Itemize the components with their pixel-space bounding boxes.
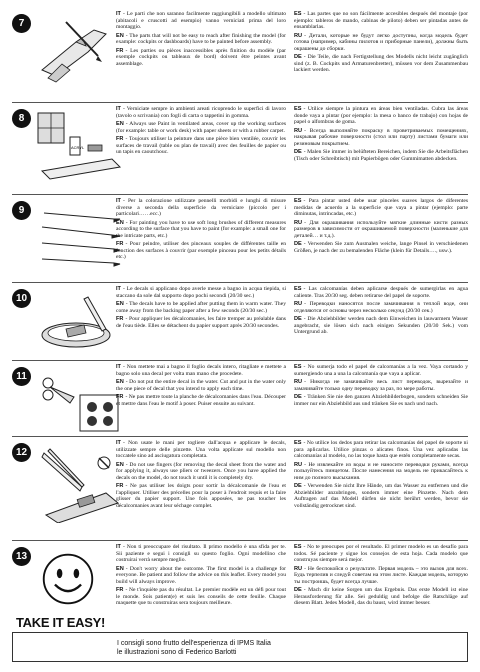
- text-de: DE - Mach dir keine Sorgen um das Ergebnis. Das erste Modell ist eine Herausforderung für alle. Sei geduldig und befolge die Ratschläge auf diesem Blatt. Jedes Modell, das du baust, wird immer besser.: [294, 587, 468, 606]
- illustration-cut-decal: [36, 367, 122, 439]
- text-es: ES - No sumerja todo el papel de calcomanías a la vez. Vaya cortando y sumergiendo una a una la calcomanía que vaya a aplicar.: [294, 364, 468, 377]
- illustration-smiley: [40, 551, 100, 607]
- text-fr: FR - Pour peindre, utiliser des pinceaux souples de différentes taille en fonction des surfaces à couvrir (par exemple pinceau pour les petits détails etc.): [116, 241, 286, 260]
- text-fr: FR - Ne pas utiliser les doigts pour sortir la décalcomanie de l'eau et l'appliquer. Utiliser des précelles pour la poser à l'endroit requis et la faire glisser du papier support. Une fois apposées, ne pas toucher les décalcomanies avant leur séchage complet.: [116, 483, 286, 509]
- footer-text: [117, 639, 271, 657]
- section-7: [12, 8, 468, 88]
- text-it: IT - Verniciate sempre in ambienti areati ricoprendo le superfici di lavoro (tavolo o scrivania) con fogli di carta o tappetini in gomma.: [116, 106, 286, 119]
- text-ru: RU - Переводки наносятся после замачивания в теплой воде, они отделяются от основы через несколько секунд (20/30 сек.): [294, 301, 468, 314]
- step-number: 9: [12, 201, 31, 220]
- illustration-tweezers-decal: [36, 443, 122, 523]
- text-ru: RU - Всегда выполняйте покраску в проветриваемых помещениях, накрывая рабочие поверхности (стол или парту) листами бумаги или резиновым покрытием.: [294, 127, 468, 147]
- text-es: ES - Las partes que no son fácilmente accesibles después del montaje (por ejemplo: tableros de mando, cabinas de piloto) deben ser pintadas antes de ensamblarlas.: [294, 11, 468, 30]
- illustration-brushes: [36, 203, 122, 275]
- text-es: ES - No utilice los dedos para retirar las calcomanías del papel de soporte ni para aplicarlas. Utilice pinzas o alicates finos. Una vez aplicadas las calcomanías al modelo, no las toque hasta que estén completamente secas.: [294, 440, 468, 459]
- text-de: DE - Tränken Sie nie den ganzen Abziehbilderbogen, sondern schneiden Sie immer nur ein Abziehbild aus und tränken Sie es nach und nach.: [294, 394, 468, 407]
- svg-text:ACRYL: ACRYL: [71, 145, 85, 150]
- footer-line-2: le illustrazioni sono di Federico Barlotti: [117, 649, 237, 656]
- section-8: [12, 102, 468, 190]
- text-en: EN - Don't worry about the outcome. The first model is a challenge for everyone. Be patient and follow the advice on this leaflet. Every model you build will always improve.: [116, 565, 286, 585]
- step-number: 10: [12, 289, 31, 308]
- step-number: 12: [12, 443, 31, 462]
- text-de: DE - Verwenden Sie nicht Ihre Hände, um das Wasser zu entfernen und die Abziehbilder anzubringen, sondern immer eine Pinzette. Nach dem Auftragen auf das Modell dürfen sie nicht berührt werden, bevor sie vollständig getrocknet sind.: [294, 483, 468, 509]
- illustration-ventilated-workspace: [36, 109, 122, 181]
- section-12: [12, 436, 468, 536]
- text-de: DE - Die Abziehbilder werden nach dem Einweichen in lauwarmem Wasser angebracht, sie lösen sich nach einigen Sekunden (20/30 Sek.) vom Untergrund ab.: [294, 316, 468, 335]
- text-en: EN - For painting you have to use soft long brushes of different measures according to the surface that you have to paint (for example: a small one for the intricate parts, etc.): [116, 219, 286, 239]
- text-de: DE - Verwenden Sie zum Ausmalen weiche, lange Pinsel in verschiedenen Größen, je nach der zu bemalenden Fläche (klein für Details…., usw.).: [294, 241, 468, 254]
- illustration-decal-soaking: [36, 289, 122, 361]
- text-ru: RU - Детали, которые не будут легко доступны, когда модель будет готова (например, кабины пилотов и приборные панели), должны быть окрашены до сборки.: [294, 32, 468, 52]
- text-en: EN - The parts that will not be easy to reach after finishing the model (for example: cockpits or dashboards) have to be painted before assembly.: [116, 32, 286, 45]
- text-it: IT - Le parti che non saranno facilmente raggiungibili a modello ultimato (abitacoli e cruscotti ad esempio) vanno verniciati prima del loro montaggio.: [116, 11, 286, 30]
- text-fr: FR - Les parties ou pièces inaccessibles après finition du modèle (par exemple cockpits ou tableaux de bord) doivent être peintes avant assemblage.: [116, 47, 286, 67]
- text-es: ES - Para pintar usted debe usar pinceles suaves largos de diferentes medidas de acuerdo a la superficie que vaya a pintar (ejemplo: parte diminutas, intrincadas, etc.): [294, 198, 468, 217]
- text-en: EN - The decals have to be applied after putting them in warm water. They come away from the backing paper after a few seconds (20/30 sec.): [116, 301, 286, 314]
- text-es: ES - Las calcomanías deben aplicarse después de sumergirlas en agua caliente. Tras 20/30 seg. deben retirarse del papel de soporte.: [294, 286, 468, 299]
- text-es: ES - Utilice siempre la pintura en áreas bien ventiladas. Cubra las áreas donde vaya a pintar (por ejemplo: la mesa o banco de trabajo) con hojas de papel o alfombras de goma.: [294, 106, 468, 125]
- text-de: DE - Die Teile, die nach Fertigstellung des Modells nicht leicht zugänglich sind (z. B. Cockpits und Armaturenbretter), müssen vor dem Zusammenbau lackiert werden.: [294, 54, 468, 73]
- text-it: IT - Non usate le mani per togliere dall'acqua e applicare le decals, utilizzate sempre delle pinzette. Una volta applicate sul modello non toccatele sino ad asciugatura completata.: [116, 440, 286, 459]
- take-it-easy-badge: TAKE IT EASY!: [16, 615, 106, 630]
- section-11: [12, 360, 468, 434]
- step-number: 11: [12, 367, 31, 386]
- text-de: DE - Malen Sie immer in belüfteten Bereichen, indem Sie die Arbeitsflächen (Tisch oder Schreibtisch) mit Papierbögen oder Gummimatten abdecken.: [294, 149, 468, 162]
- text-en: EN - Do not use fingers (for removing the decal sheet from the water and for applying it, always use pliers or tweezers. Once you have applied the decals on the model, do not touch it until it is completely dry.: [116, 461, 286, 481]
- text-it: IT - Non ti preoccupare del risultato. Il primo modello è una sfida per te. Sii paziente e segui i consigli su questo foglio. Ogni modellino che costruirai verrà sempre meglio.: [116, 544, 286, 563]
- text-en: EN - Do not put the entire decal in the water. Cut and put in the water only the one piece of decal that you intend to apply each time.: [116, 379, 286, 392]
- text-fr: FR - Toujours utiliser la peinture dans une pièce bien ventilée, couvrir les surfaces de travail (table ou plan de travail) avec des feuilles de papier ou un tapis en caoutchouc.: [116, 136, 286, 155]
- step-number: 13: [12, 547, 31, 566]
- footer-line-1: I consigli sono frutto dell'esperienza di IPMS Italia: [117, 640, 271, 647]
- text-fr: FR - Ne pas mettre toute la planche de décalcomanies dans l'eau. Découper et mettre dans l'eau le motif à poser. Puiser ensuite au suivant.: [116, 394, 286, 407]
- section-13: [12, 540, 468, 630]
- text-es: ES - No te preocupes por el resultado. El primer modelo es un desafío para todos. Sé paciente y sigue los consejos de esta hoja. Cada modelo que construyas siempre será mejor.: [294, 544, 468, 563]
- text-en: EN - Always use Paint in ventilated areas, cover up the working surfaces (for example: table or work desk) with paper sheets or with a rubber carpet.: [116, 121, 286, 134]
- illustration-cockpit-painting: [36, 12, 122, 84]
- text-it: IT - Non mettete mai a bagno il foglio decals intero, ritagliate e mettete a bagno solo una decal per volta man mano che procedete.: [116, 364, 286, 377]
- text-fr: FR - Pour appliquer les décalcomanies, les faire tremper au préalable dans de l'eau tiède. Elles se détachent du papier support après 20/30 secondes.: [116, 316, 286, 329]
- section-9: [12, 194, 468, 278]
- step-number: 7: [12, 14, 31, 33]
- text-ru: RU - Никогда не замачивайте весь лист переводок, вырезайте и замачивайте только одну переводку за раз, по мере работы.: [294, 379, 468, 392]
- text-it: IT - Per la colorazione utilizzate pennelli morbidi e lunghi di misure diverse a seconda della superficie da verniciare (piccolo per i particolari……ecc.): [116, 198, 286, 217]
- step-number: 8: [12, 109, 31, 128]
- text-it: IT - Le decals si applicano dopo averle messe a bagno in acqua tiepida, si staccano da sole dal supporto dopo pochi secondi (20/30 sec.): [116, 286, 286, 299]
- text-ru: RU - Не беспокойся о результате. Первая модель – это вызов для всех. Будь терпелив и следуй советам на этом листе. Каждая модель, которую ты построишь, будет всегда лучше.: [294, 565, 468, 585]
- text-ru: RU - Не извлекайте из воды и не наносите переводки руками, всегда пользуйтесь пинцетом. После нанесения на модель не прикасайтесь к ним до полного высыхания.: [294, 461, 468, 481]
- section-10: [12, 282, 468, 356]
- text-fr: FR - Ne t'inquiète pas du résultat. Le premier modèle est un défi pour tout le monde. Sois patient(e) et suis les conseils de cette feuille. Chaque maquette que tu construiras sera toujours meilleure.: [116, 587, 286, 606]
- footer-credits: [12, 632, 468, 662]
- text-ru: RU - Для окрашивания используйте мягкие длинные кисти разных размеров в зависимости от окрашиваемой поверхности (маленькие для деталей… и т.д.).: [294, 219, 468, 239]
